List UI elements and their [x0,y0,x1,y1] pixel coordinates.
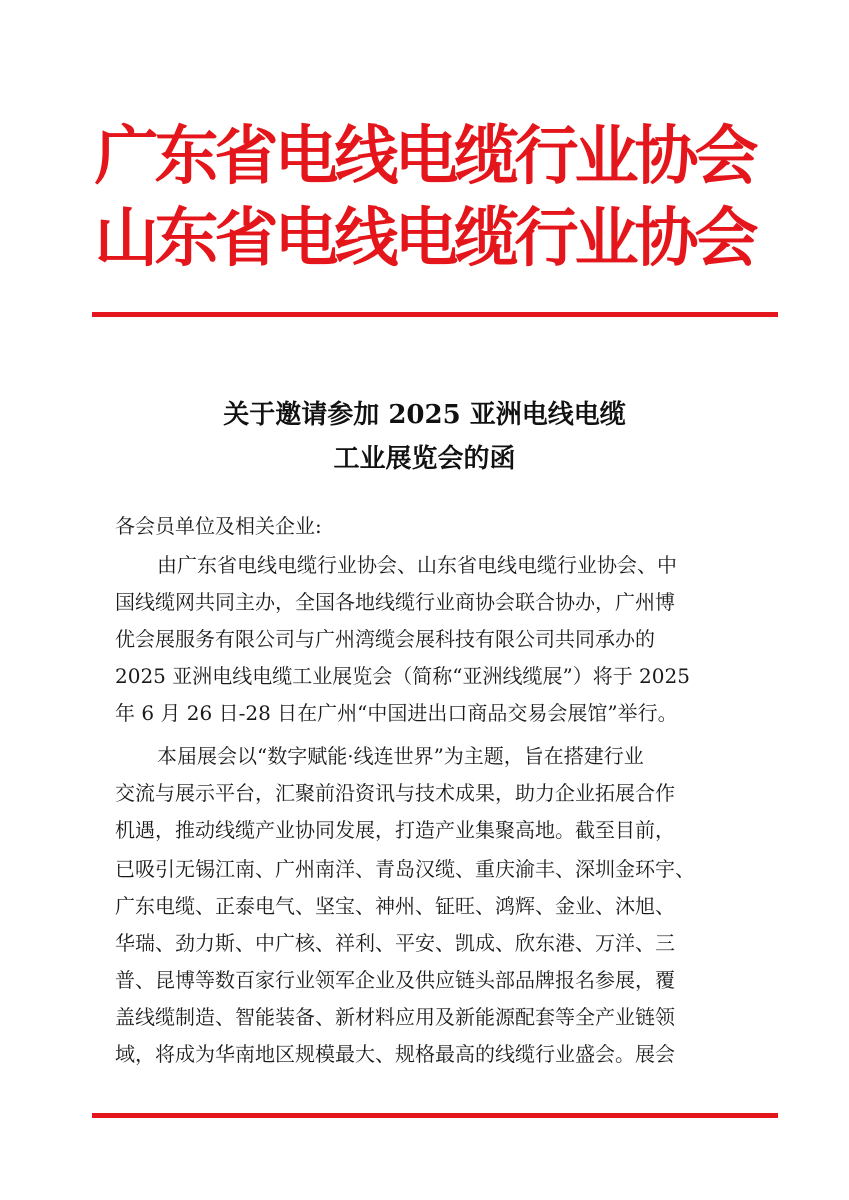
paragraph-line: 华瑞、劲力斯、中广核、祥利、平安、凯成、欣东港、万洋、三 [115,931,675,955]
letterhead-org-2: 山东省电线电缆行业协会 [94,201,755,276]
footer-divider [92,1113,778,1118]
paragraph-line: 年 6 月 26 日-28 日在广州“中国进出口商品交易会展馆”举行。 [115,701,678,725]
paragraph-line: 由广东省电线电缆行业协会、山东省电线电缆行业协会、中 [157,553,677,577]
paragraph-line: 交流与展示平台，汇聚前沿资讯与技术成果，助力企业拓展合作 [115,781,675,805]
paragraph-line: 机遇，推动线缆产业协同发展，打造产业集聚高地。截至目前， [115,818,675,842]
document-title-line-1: 关于邀请参加 2025 亚洲电线电缆 [223,400,626,430]
salutation: 各会员单位及相关企业: [115,514,322,538]
paragraph-line: 域，将成为华南地区规模最大、规格最高的线缆行业盛会。展会 [115,1042,675,1066]
document-title-line-2: 工业展览会的函 [333,444,516,474]
paragraph-line: 优会展服务有限公司与广州湾缆会展科技有限公司共同承办的 [115,627,655,651]
paragraph-line: 本届展会以“数字赋能·线连世界”为主题，旨在搭建行业 [157,744,644,768]
paragraph-line: 盖线缆制造、智能装备、新材料应用及新能源配套等全产业链领 [115,1005,675,1029]
paragraph-line: 国线缆网共同主办，全国各地线缆行业商协会联合协办，广州博 [115,590,675,614]
paragraph-line: 广东电缆、正泰电气、坚宝、神州、钲旺、鸿辉、金业、沐旭、 [115,894,675,918]
letterhead-divider [92,312,778,317]
paragraph-line: 2025 亚洲电线电缆工业展览会（简称“亚洲线缆展”）将于 2025 [115,664,690,688]
paragraph-line: 已吸引无锡江南、广州南洋、青岛汉缆、重庆渝丰、深圳金环宇、 [115,857,695,881]
letterhead-org-1: 广东省电线电缆行业协会 [94,119,755,194]
paragraph-line: 普、昆博等数百家行业领军企业及供应链头部品牌报名参展，覆 [115,968,675,992]
